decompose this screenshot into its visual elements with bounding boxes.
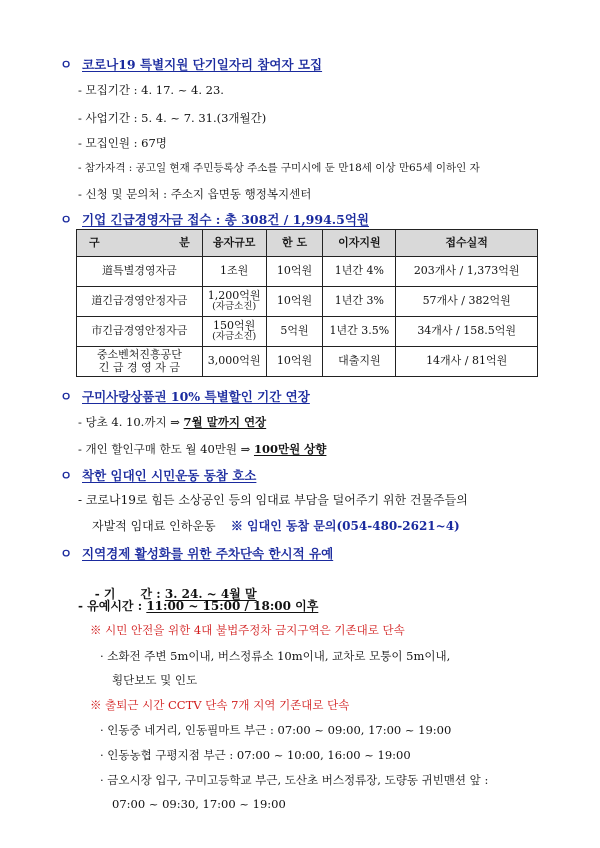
- landlord-line-2: 자발적 임대료 인하운동 ※ 임대인 동참 문의(054-480-2621~4): [92, 519, 460, 533]
- table-row: [77, 287, 538, 317]
- section-4-title: 착한 임대인 시민운동 동참 호소: [82, 468, 257, 483]
- grace-period: - 기 간 : 3. 24. ~ 4월 말: [94, 587, 257, 601]
- recruit-period: - 모집기간 : 4. 17. ~ 4. 23.: [78, 83, 224, 97]
- fund-name: 市긴급경영안정자금: [77, 317, 203, 347]
- fund-scale: 1,200억원 (자금소진): [202, 287, 266, 317]
- fund-limit: 10억원: [266, 287, 323, 317]
- fund-interest: 대출지원: [323, 347, 396, 377]
- fund-name: 道긴급경영안정자금: [77, 287, 203, 317]
- safety-zone-detail-1: · 소화전 주변 5m이내, 버스정류소 10m이내, 교차로 모퉁이 5m이내,: [100, 649, 451, 663]
- header-result: 접수실적: [396, 230, 538, 257]
- section-3-title: 구미사랑상품권 10% 특별할인 기간 연장: [82, 389, 310, 404]
- fund-result: 14개사 / 81억원: [396, 347, 538, 377]
- header-scale: 융자규모: [202, 230, 266, 257]
- cctv-location: · 금오시장 입구, 구미고등학교 부근, 도산초 버스정류장, 도량동 귀빈맨션 앞 :: [100, 773, 489, 787]
- scale-note: (자금소진): [212, 301, 257, 313]
- recruit-count: - 모집인원 : 67명: [78, 136, 167, 150]
- period-value: 3. 24. ~ 4월 말: [164, 587, 257, 601]
- table-header-row: [77, 230, 538, 257]
- bullet-mark: ㅇ: [60, 57, 73, 72]
- safety-zone-note: ※ 시민 안전을 위한 4대 불법주정차 금지구역은 기존대로 단속: [90, 623, 405, 637]
- section-4-heading: [60, 466, 256, 484]
- funding-table: [76, 229, 538, 377]
- fund-name: 중소벤처진흥공단 긴 급 경 영 자 금: [77, 347, 203, 377]
- extension-highlight: 7월 말까지 연장: [183, 415, 267, 429]
- grace-hours: - 유예시간 : 11:00 ~ 15:00 / 18:00 이후: [78, 599, 319, 613]
- bullet-mark: ㅇ: [60, 212, 73, 227]
- fund-result: 57개사 / 382억원: [396, 287, 538, 317]
- section-3-heading: [60, 387, 310, 405]
- bullet-mark: ㅇ: [60, 546, 73, 561]
- fund-limit: 5억원: [266, 317, 323, 347]
- fund-interest: 1년간 3.5%: [323, 317, 396, 347]
- header-interest: 이자지원: [323, 230, 396, 257]
- section-1-title: 코로나19 특별지원 단기일자리 참여자 모집: [82, 57, 323, 72]
- fund-scale: 1조원: [202, 257, 266, 287]
- fund-scale: 3,000억원: [202, 347, 266, 377]
- table-row: [77, 257, 538, 287]
- voucher-limit: - 개인 할인구매 한도 월 40만원 ⇒ 100만원 상향: [78, 442, 327, 456]
- cctv-location-hours: 07:00 ~ 09:30, 17:00 ~ 19:00: [112, 797, 286, 811]
- fund-result: 203개사 / 1,373억원: [396, 257, 538, 287]
- section-2-title: 기업 긴급경영자금 접수 : 총 308건 / 1,994.5억원: [82, 212, 369, 227]
- fund-interest: 1년간 3%: [323, 287, 396, 317]
- eligibility: - 참가자격 : 공고일 현재 주민등록상 주소를 구미시에 둔 만18세 이상 만65세 이하인 자: [78, 162, 480, 174]
- fund-scale: 150억원 (자금소진): [202, 317, 266, 347]
- fund-interest: 1년간 4%: [323, 257, 396, 287]
- header-category: 구 분: [77, 230, 203, 257]
- fund-limit: 10억원: [266, 347, 323, 377]
- section-1-heading: [60, 55, 322, 73]
- project-period: - 사업기간 : 5. 4. ~ 7. 31.(3개월간): [78, 111, 267, 125]
- cctv-location: · 인동농협 구평지점 부근 : 07:00 ~ 10:00, 16:00 ~ 19:00: [100, 748, 411, 762]
- scale-note: (자금소진): [212, 331, 257, 343]
- hours-value: 11:00 ~ 15:00 / 18:00 이후: [146, 599, 319, 613]
- landlord-line-1: - 코로나19로 힘든 소상공인 등의 임대료 부담을 덜어주기 위한 건물주들의: [78, 493, 468, 507]
- table-row: [77, 317, 538, 347]
- fund-limit: 10억원: [266, 257, 323, 287]
- contact-info: - 신청 및 문의처 : 주소지 읍면동 행정복지센터: [78, 187, 312, 201]
- safety-zone-detail-2: 횡단보도 및 인도: [112, 673, 198, 687]
- bullet-mark: ㅇ: [60, 389, 73, 404]
- section-5-title: 지역경제 활성화를 위한 주차단속 한시적 유예: [82, 546, 334, 561]
- section-2-heading: [60, 210, 369, 228]
- fund-result: 34개사 / 158.5억원: [396, 317, 538, 347]
- table-row: [77, 347, 538, 377]
- cctv-note: ※ 출퇴근 시간 CCTV 단속 7개 지역 기존대로 단속: [90, 698, 350, 712]
- landlord-contact: ※ 임대인 동참 문의(054-480-2621~4): [230, 519, 460, 533]
- bullet-mark: ㅇ: [60, 468, 73, 483]
- limit-highlight: 100만원 상향: [253, 442, 327, 456]
- cctv-location: · 인동중 네거리, 인동필마트 부근 : 07:00 ~ 09:00, 17:00 ~ 19:00: [100, 723, 452, 737]
- section-5-heading: [60, 544, 333, 562]
- header-limit: 한 도: [266, 230, 323, 257]
- voucher-extension: - 당초 4. 10.까지 ⇒ 7월 말까지 연장: [78, 415, 267, 429]
- fund-name: 道특별경영자금: [77, 257, 203, 287]
